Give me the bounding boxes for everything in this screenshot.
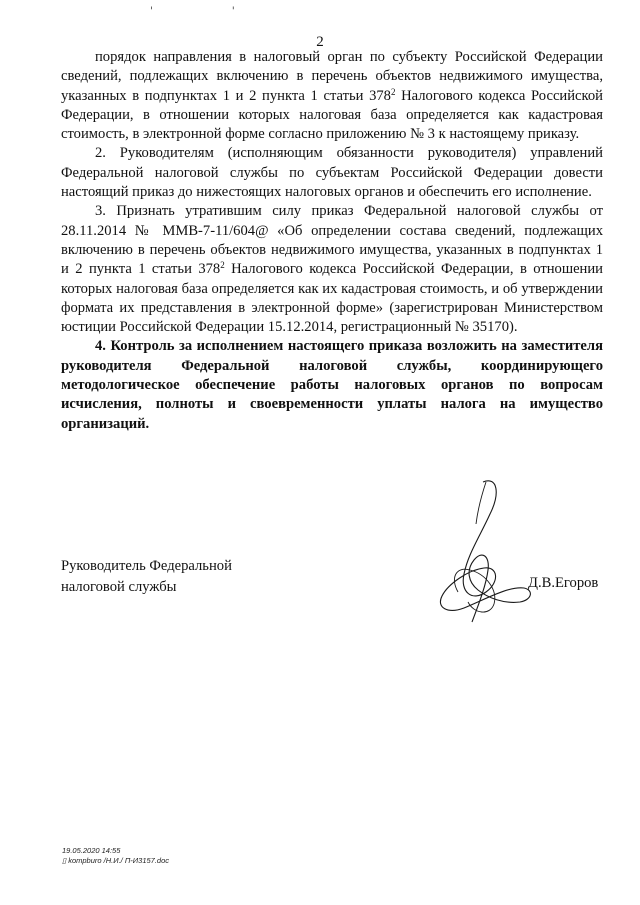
signer-title xyxy=(61,556,232,598)
paragraph-4: 4. Контроль за исполнением настоящего приказа возложить на заместителя руководителя Федеральной налоговой службы, координирующего методологическое обеспечение работы налоговых органов по вопросам исчисления, полноты и своевременности уплаты налога на имущество организаций. xyxy=(61,338,603,432)
footer-file-path: ▯ kompburo /Н.И./ П-И3157.doc xyxy=(62,856,170,865)
signer-title-line-2: налоговой службы xyxy=(61,579,177,595)
paragraph-3: 3. Признать утратившим силу приказ Федеральной налоговой службы от 28.11.2014 № ММВ-7-11/604@ «Об определении состава сведений, подлежащих включению в перечень объектов недвижимого имущества, указанных в подпунктах 1 и 2 пункта 1 статьи $378^2$ Налогового кодекса Российской Федерации, в отношении которых налоговая база определяется как их кадастровая стоимость, и об утверждении формата их представления в электронной форме» (зарегистрирован Министерством юстиции Российской Федерации 15.12.2014, регистрационный № 35170). xyxy=(61,203,603,336)
document-body xyxy=(61,48,603,434)
signer-title-line-1: Руководитель Федеральной xyxy=(61,558,232,574)
scan-marks: ' ' xyxy=(150,6,273,17)
handwritten-signature xyxy=(428,474,538,634)
page-number: 2 xyxy=(316,34,324,50)
document-footer xyxy=(62,846,169,866)
signer-name: Д.В.Егоров xyxy=(528,575,599,591)
footer-timestamp: 19.05.2020 14:55 xyxy=(62,846,121,855)
paragraph-2: 2. Руководителям (исполняющим обязанности руководителя) управлений Федеральной налоговой службы по субъектам Российской Федерации довести настоящий приказ до нижестоящих налоговых органов и обеспечить его исполнение. xyxy=(61,145,603,201)
file-icon: ▯ xyxy=(62,856,69,865)
paragraph-1: порядок направления в налоговый орган по субъекту Российской Федерации сведений, подлежащих включению в перечень объектов недвижимого имущества, указанных в подпунктах 1 и 2 пункта 1 статьи $378^2$ Налогового кодекса Российской Федерации, в отношении которых налоговая база определяется как кадастровая стоимость, в электронной форме согласно приложению № 3 к настоящему приказу. xyxy=(61,49,603,143)
